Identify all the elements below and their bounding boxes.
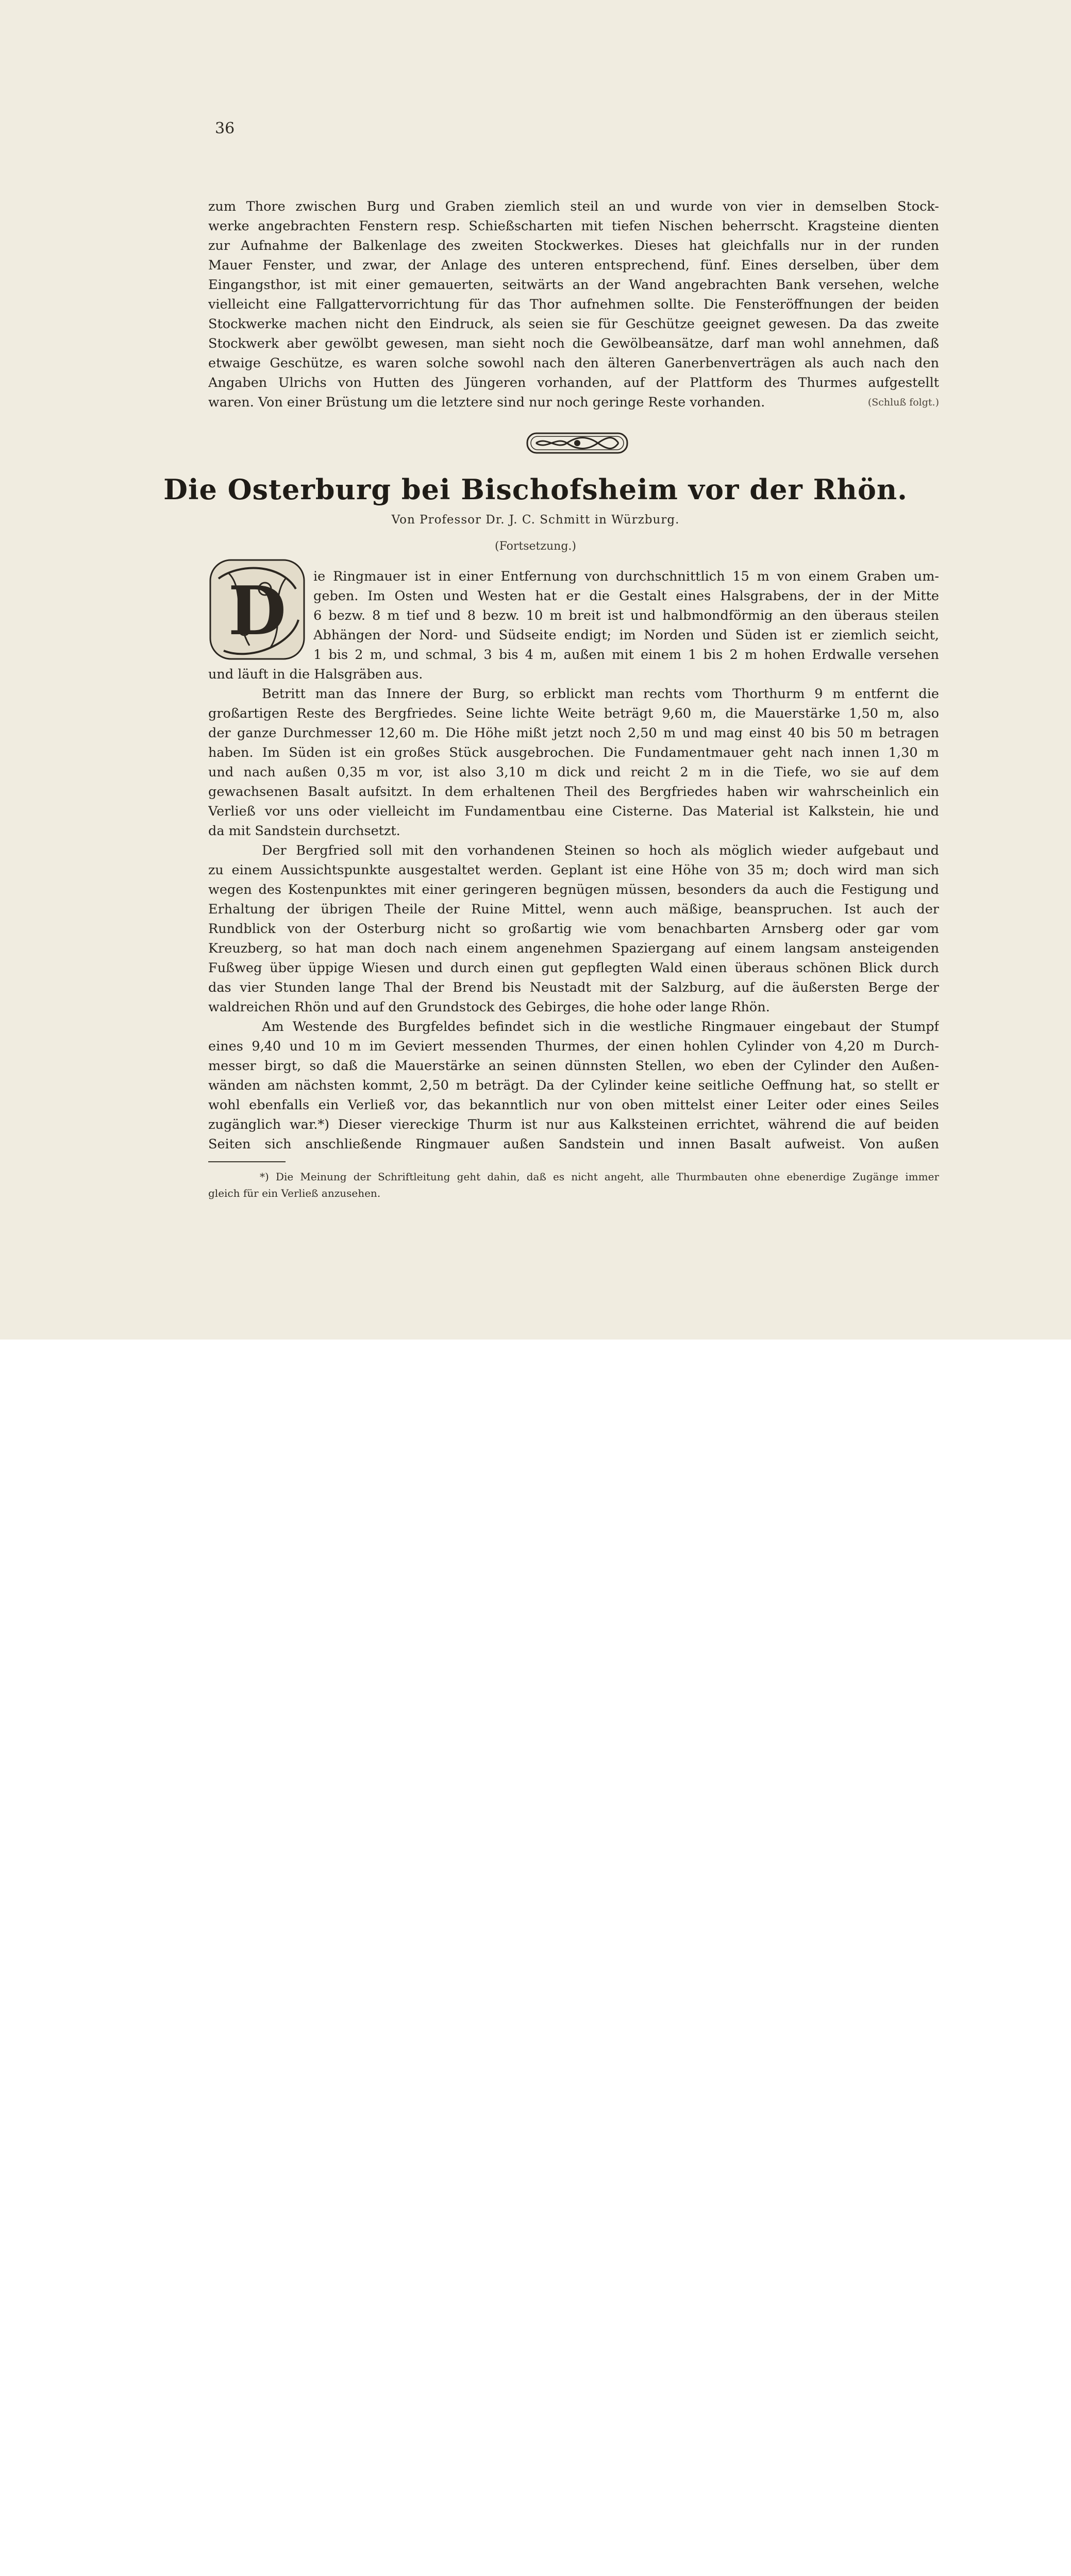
text-line: Am Westende des Burgfeldes befindet sich in die westliche Ringmauer eingebaut der Stumpf [262,1019,939,1035]
text-line: geben. Im Osten und Westen hat er die Gestalt eines Halsgrabens, der in der Mitte [313,588,939,604]
text-line: werke angebrachten Fenstern resp. Schießscharten mit tiefen Nischen beherrscht. Kragsteine dienten [208,218,939,234]
text-line: Stockwerk aber gewölbt gewesen, man sieht noch die Gewölbeansätze, darf man wohl annehmen, daß [208,336,939,351]
text-line: ie Ringmauer ist in einer Entfernung von durchschnittlich 15 m von einem Graben um- [313,569,939,584]
text-line: Betritt man das Innere der Burg, so erblickt man rechts vom Thorthurm 9 m entfernt die [262,686,939,702]
text-line: Fußweg über üppige Wiesen und durch einen gut gepflegten Wald einen überaus schönen Blick durch [208,960,939,976]
text-line: und nach außen 0,35 m vor, ist also 3,10 m dick und reicht 2 m in die Tiefe, wo sie auf dem [208,765,939,780]
text-line: messer birgt, so daß die Mauerstärke an seinen dünnsten Stellen, wo eben der Cylinder den Außen- [208,1058,939,1074]
text-line: Angaben Ulrichs von Hutten des Jüngeren vorhanden, auf der Plattform des Thurmes aufgestellt [208,375,939,391]
text-line: Mauer Fenster, und zwar, der Anlage des unteren entsprechend, fünf. Eines derselben, über dem [208,258,939,273]
text-line: wohl ebenfalls ein Verließ vor, das bekanntlich nur von oben mittelst einer Leiter oder eines Seiles [208,1097,939,1113]
text-line: Eingangsthor, ist mit einer gemauerten, seitwärts an der Wand angebrachten Bank versehen, welche [208,277,939,293]
text-line: der ganze Durchmesser 12,60 m. Die Höhe mißt jetzt noch 2,50 m und mag einst 40 bis 50 m betragen [208,725,939,741]
page-number: 36 [215,120,235,138]
text-line: 6 bezw. 8 m tief und 8 bezw. 10 m breit ist und halbmondförmig an den überaus steilen [313,608,939,623]
footnote-line: gleich für ein Verließ anzusehen. [208,1187,381,1199]
ornament-divider [526,432,629,454]
closing-note: (Schluß folgt.) [867,397,939,408]
footnote-rule [208,1161,286,1162]
text-line: haben. Im Süden ist ein großes Stück ausgebrochen. Die Fundamentmauer geht nach innen 1,30 m [208,745,939,760]
text-line: Der Bergfried soll mit den vorhandenen Steinen so hoch als möglich wieder aufgebaut und [262,843,939,858]
text-line: da mit Sandstein durchsetzt. [208,823,400,839]
text-line: großartigen Reste des Bergfriedes. Seine lichte Weite beträgt 9,60 m, die Mauerstärke 1,50 m, also [208,706,939,721]
ornamental-initial [208,558,306,661]
text-line: Verließ vor uns oder vielleicht im Fundamentbau eine Cisterne. Das Material ist Kalkstein, hie und [208,804,939,819]
dropcap-letter: D [228,571,287,650]
text-line: gewachsenen Basalt aufsitzt. In dem erhaltenen Theil des Bergfriedes haben wir wahrscheinlich ein [208,784,939,800]
text-line: 1 bis 2 m, und schmal, 3 bis 4 m, außen mit einem 1 bis 2 m hohen Erdwalle versehen [313,647,939,663]
text-line: das vier Stunden lange Thal der Brend bis Neustadt mit der Salzburg, auf die äußersten Berge der [208,980,939,995]
continued-note: (Fortsetzung.) [495,540,576,553]
intro-last-line: waren. Von einer Brüstung um die letztere sind nur noch geringe Reste vorhanden. [208,395,765,410]
text-line: zur Aufnahme der Balkenlage des zweiten Stockwerkes. Dieses hat gleichfalls nur in der runden [208,238,939,253]
text-line: Stockwerke machen nicht den Eindruck, als seien sie für Geschütze geeignet gewesen. Da das zweite [208,316,939,332]
text-line: Kreuzberg, so hat man doch nach einem angenehmen Spaziergang auf einem langsam ansteigenden [208,941,939,956]
text-line: wänden am nächsten kommt, 2,50 m beträgt. Da der Cylinder keine seitliche Oeffnung hat, so stellt er [208,1078,939,1093]
text-line [208,393,939,412]
text-line: zum Thore zwischen Burg und Graben ziemlich steil an und wurde von vier in demselben Stock- [208,199,939,214]
text-line: waldreichen Rhön und auf den Grundstock des Gebirges, die hohe oder lange Rhön. [208,999,770,1015]
text-line: Seiten sich anschließende Ringmauer außen Sandstein und innen Basalt aufweist. Von außen [208,1137,939,1152]
text-line: vielleicht eine Fallgattervorrichtung für das Thor aufnehmen sollte. Die Fensteröffnungen der beiden [208,297,939,312]
text-line: wegen des Kostenpunktes mit einer geringeren begnügen müssen, besonders da auch die Festigung und [208,882,939,897]
text-line: zugänglich war.*) Dieser viereckige Thurm ist nur aus Kalksteinen errichtet, während die auf beiden [208,1117,939,1132]
text-line: zu einem Aussichtspunkte ausgestaltet werden. Geplant ist eine Höhe von 35 m; doch wird man sich [208,862,939,878]
article-title: Die Osterburg bei Bischofsheim vor der Rhön. [163,473,908,506]
text-line: und läuft in die Halsgräben aus. [208,667,423,682]
text-line: Erhaltung der übrigen Theile der Ruine Mittel, wenn auch mäßige, beanspruchen. Ist auch der [208,902,939,917]
text-line: eines 9,40 und 10 m im Geviert messenden Thurmes, der einen hohlen Cylinder von 4,20 m Durch- [208,1039,939,1054]
text-line: etwaige Geschütze, es waren solche sowohl nach den älteren Ganerbenverträgen als auch nach den [208,355,939,371]
article-byline: Von Professor Dr. J. C. Schmitt in Würzburg. [391,513,680,527]
library-footer [0,1340,1071,1432]
text-line: Abhängen der Nord- und Südseite endigt; im Norden und Süden ist er ziemlich seicht, [313,628,939,643]
footnote-line: *) Die Meinung der Schriftleitung geht dahin, daß es nicht angeht, alle Thurmbauten ohne ebenerdige Zugänge immer [260,1171,939,1183]
text-line: Rundblick von der Osterburg nicht so großartig wie vom benachbarten Arnsberg oder gar vom [208,921,939,937]
